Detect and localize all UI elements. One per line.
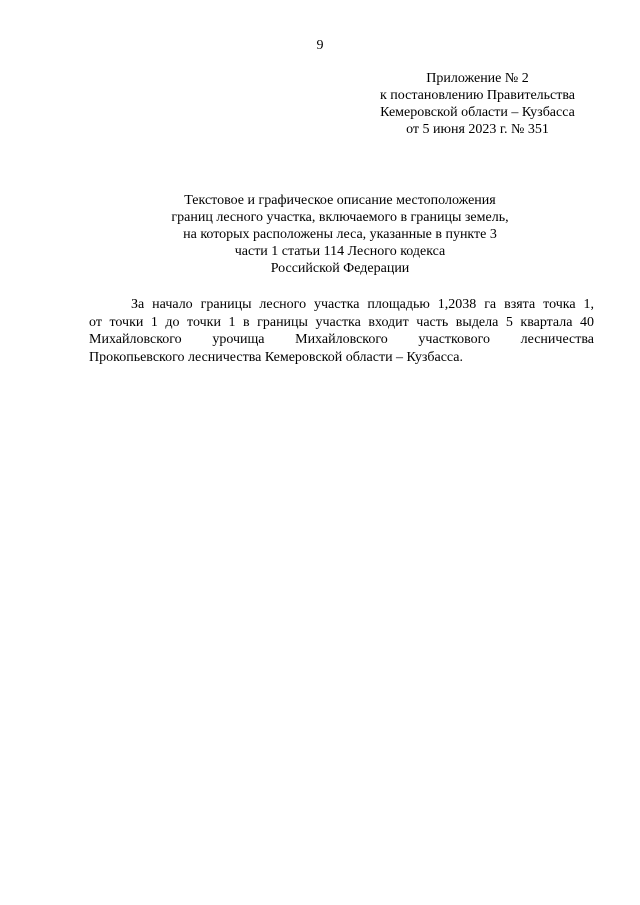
title-line: Российской Федерации [270, 261, 410, 276]
body-line: Прокопьевского лесничества Кемеровской области – Кузбасса. [89, 349, 464, 365]
title-line: границ лесного участка, включаемого в границы земель, [171, 210, 509, 225]
appendix-line-region: Кемеровской области – Кузбасса [380, 105, 575, 120]
page-number: 9 [316, 38, 324, 53]
title-line: на которых расположены леса, указанные в пункте 3 [183, 227, 497, 242]
title-line: части 1 статьи 114 Лесного кодекса [234, 244, 446, 259]
body-paragraph [89, 296, 594, 366]
document-title [120, 192, 560, 277]
title-line: Текстовое и графическое описание местоположения [184, 193, 496, 208]
appendix-line-resolution: к постановлению Правительства [379, 88, 576, 103]
appendix-line-number: Приложение № 2 [426, 71, 529, 86]
body-line: Михайловского урочища Михайловского участкового лесничества [89, 332, 594, 347]
body-line: За начало границы лесного участка площадью 1,2038 га взята точка 1, [131, 297, 594, 312]
appendix-header [360, 70, 595, 138]
body-line: от точки 1 до точки 1 в границы участка входит часть выдела 5 квартала 40 [89, 314, 594, 330]
appendix-line-date: от 5 июня 2023 г. № 351 [406, 122, 549, 137]
